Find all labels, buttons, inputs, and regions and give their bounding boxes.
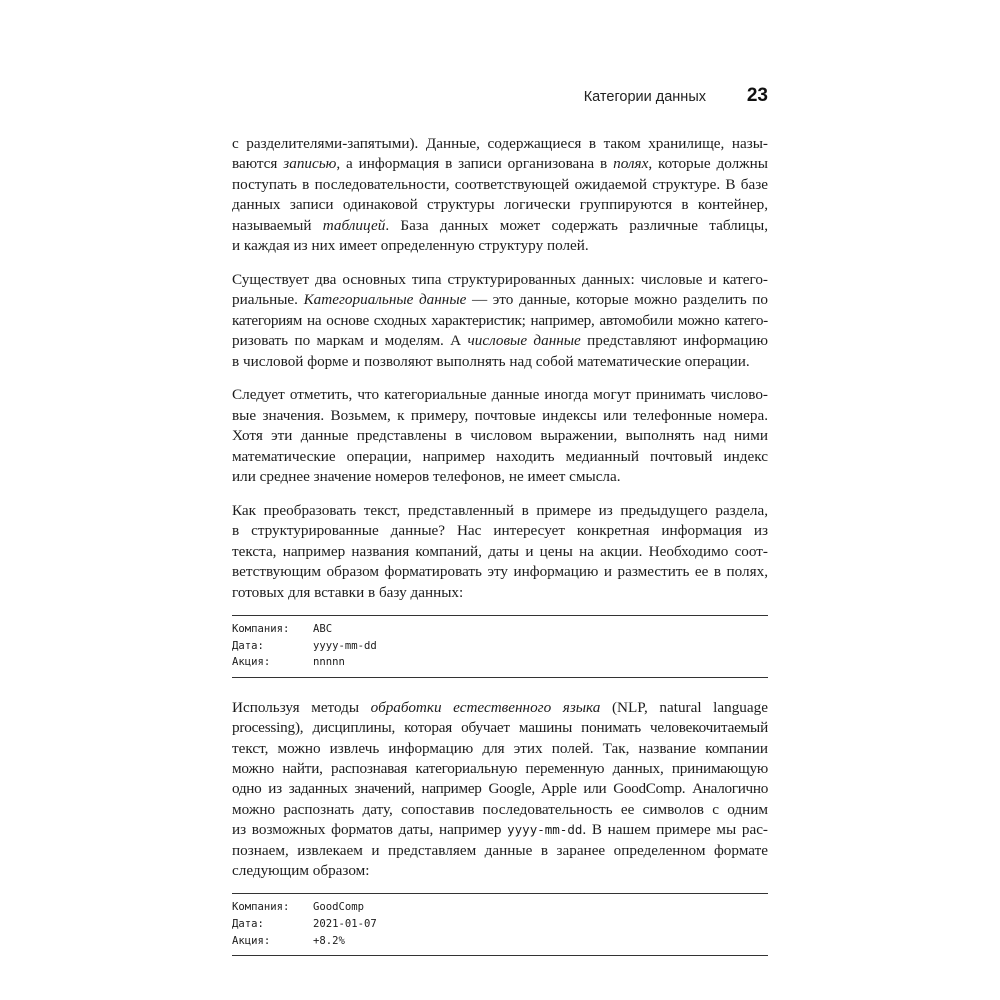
text-line: готовых для вставки в базу данных: — [232, 583, 464, 601]
code-row: Дата: yyyy-mm-dd — [232, 639, 377, 652]
text-line: processing), дисциплины, которая обучает машины понимать человекочитаемый — [232, 719, 768, 737]
text-line: в структурированные данные? Нас интересует конкретная информация из — [232, 522, 768, 540]
text-line: или среднее значение номеров телефонов, не имеет смысла. — [232, 468, 621, 486]
paragraph-5 — [232, 698, 768, 882]
term-italic: таблицей — [322, 216, 386, 234]
text-line: вые значения. Возьмем, к примеру, почтовые индексы или телефонные номера. — [232, 406, 768, 424]
text-line: Хотя эти данные представлены в числовом выражении, выполнять над ними — [232, 427, 768, 445]
term-italic: числовые данные — [467, 332, 581, 350]
code-row: Дата: 2021-01-07 — [232, 918, 377, 931]
text-line: риальные. Категориальные данные — это данные, которые можно разделить по — [232, 291, 768, 309]
text-line: следующим образом: — [232, 862, 370, 880]
term-italic: записью — [283, 155, 337, 173]
term-italic: полях — [613, 155, 649, 173]
code-row: Акция: nnnnn — [232, 656, 345, 669]
text-line: категориям на основе сходных характеристик; например, автомобили можно катего- — [232, 311, 768, 329]
text-line: можно распознать дату, сопоставив последовательность ее символов с одним — [232, 800, 768, 818]
text-line: можно найти, распознавая категориальную переменную данных, принимающую — [232, 760, 768, 778]
text-line: познаем, извлекаем и представляем данные в заранее определенном формате — [232, 841, 768, 859]
text-line: данных записи одинаковой структуры логически группируются в контейнер, — [232, 196, 768, 214]
text-line: текст, можно извлечь информацию для этих полей. Так, название компании — [232, 739, 768, 757]
chapter-title: Категории данных — [583, 89, 706, 105]
text-line: Как преобразовать текст, представленный в примере из предыдущего раздела, — [232, 502, 768, 519]
text-line: Используя методы обработки естественного языка (NLP, natural language — [232, 698, 768, 716]
code-row: Акция: +8.2% — [232, 934, 345, 947]
code-example-template — [232, 615, 768, 678]
code-row: Компания: ABC — [232, 623, 333, 636]
page-body — [232, 134, 768, 956]
text-line: поступать в последовательности, соответствующей ожидаемой структуре. В базе — [232, 175, 768, 193]
text-line: ваются записью, а информация в записи организована в полях, которые должны — [232, 155, 768, 173]
text-line: ризовать по маркам и моделям. А числовые данные представляют информацию — [232, 332, 768, 350]
paragraph-4 — [232, 501, 768, 603]
text-line: Следует отметить, что категориальные данные иногда могут принимать числово- — [232, 386, 768, 404]
text-line: и каждая из них имеет определенную структуру полей. — [232, 237, 589, 255]
text-line: Существует два основных типа структурированных данных: числовые и катего- — [232, 270, 768, 288]
inline-code: yyyy-mm-dd — [507, 822, 583, 838]
paragraph-3 — [232, 385, 768, 487]
running-header — [232, 84, 768, 114]
code-row: Компания: GoodComp — [232, 901, 365, 914]
term-italic: Категориальные данные — [303, 291, 467, 309]
text-line: с разделителями-запятыми). Данные, содержащиеся в таком хранилище, назы- — [232, 135, 768, 152]
text-line: одно из заданных значений, например Google, Apple или GoodComp. Аналогично — [232, 780, 768, 798]
text-line: в числовой форме и позволяют выполнять над собой математические операции. — [232, 352, 750, 370]
text-line: текста, например названия компаний, даты и цены на акции. Необходимо соот- — [232, 542, 768, 560]
page-number: 23 — [746, 85, 768, 106]
text-line: называемый таблицей. База данных может содержать различные таблицы, — [232, 216, 769, 234]
text-line: математические операции, например находить медианный почтовый индекс — [232, 447, 768, 465]
paragraph-1 — [232, 134, 768, 256]
paragraph-2 — [232, 270, 768, 372]
term-italic: обработки естественного языка — [370, 698, 601, 716]
code-example-result — [232, 893, 768, 956]
text-line: из возможных форматов даты, например yyyy-mm-dd. В нашем примере мы рас- — [232, 821, 768, 839]
text-line: ветствующим образом форматировать эту информацию и разместить ее в полях, — [232, 563, 768, 581]
